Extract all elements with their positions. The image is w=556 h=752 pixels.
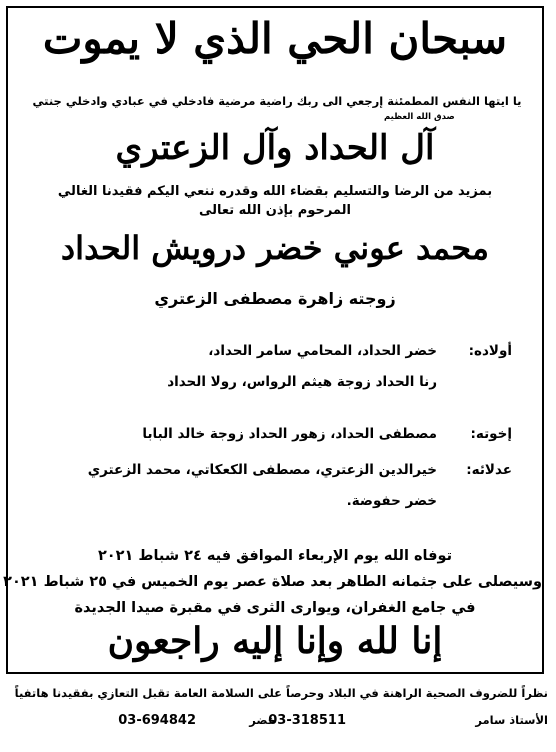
calligraphy-title: سبحان الحي الذي لا يموت	[42, 14, 508, 63]
contact-1-name: الأستاذ سامر	[475, 713, 548, 727]
quran-verse: يا ايتها النفس المطمئنة إرجعي الى ربك راضية مرضية فادخلي في عبادي وادخلي جنتي	[32, 94, 522, 108]
funeral-details	[3, 543, 542, 621]
children-label: أولاده:	[468, 343, 512, 359]
death-date-line: توفاه الله يوم الإربعاء الموافق فيه ٢٤ شباط ٢٠٢١	[97, 548, 453, 564]
contact-2-phone: 03-694842	[118, 713, 196, 728]
condolence-notice: نظراً للضروف الصحية الراهنة في البلاد وحرصاً على السلامة العامة تقبل التعازي بفقيدنا هاتفياً	[14, 686, 548, 700]
in-laws-line-2: خضر حفوضة.	[346, 493, 437, 509]
siblings-line-1: مصطفى الحداد، زهور الحداد زوجة خالد البابا	[142, 426, 437, 442]
verse-attribution: صدق الله العظيم	[384, 112, 455, 122]
prayer-line: وسيصلى على جثمانه الطاهر بعد صلاة عصر يوم الخميس في ٢٥ شباط ٢٠٢١	[3, 574, 542, 590]
in-laws-line-1: خيرالدين الزعتري، مصطفى الكعكاتي، محمد الزعتري	[87, 462, 437, 478]
contact-1-phone: 03-318511	[268, 713, 346, 728]
announcement-frame	[3, 6, 544, 674]
contact-2-name: خضر	[249, 713, 276, 727]
in-laws-label: عدلائه:	[466, 462, 512, 478]
children-line-1: خضر الحداد، المحامي سامر الحداد،	[208, 343, 437, 359]
closing-calligraphy: إنا لله وإنا إليه راجعون	[107, 620, 443, 662]
deceased-name: محمد عوني خضر درويش الحداد	[60, 229, 490, 267]
intro-line-2: المرحوم بإذن الله تعالى	[199, 203, 351, 218]
siblings-label: إخوته:	[470, 426, 512, 442]
intro-line-1: بمزيد من الرضا والتسليم بقضاء الله وقدره ننعي اليكم فقيدنا الغالي	[57, 184, 493, 199]
wife-line: زوجته زاهرة مصطفى الزعتري	[154, 289, 396, 308]
families-title: آل الحداد وآل الزعتري	[115, 128, 435, 168]
children-line-2: رنا الحداد زوجة هيثم الرواس، رولا الحداد	[167, 374, 437, 390]
burial-line: في جامع الغفران، ويوارى الثرى في مقبرة صيدا الجديدة	[74, 600, 476, 616]
